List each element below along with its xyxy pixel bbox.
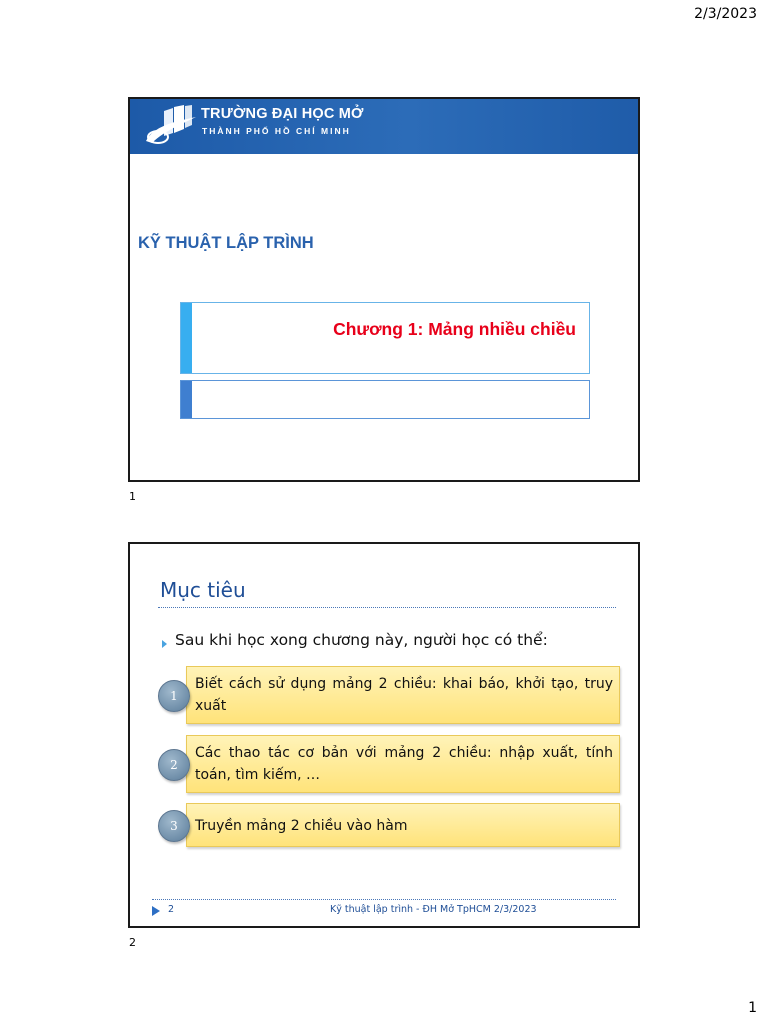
chapter-box-accent-bar bbox=[181, 303, 192, 373]
bullet-arrow-icon bbox=[162, 640, 167, 648]
chapter-title-box bbox=[180, 302, 590, 374]
slide-title: Mục tiêu bbox=[160, 578, 246, 602]
goal-text-1: Biết cách sử dụng mảng 2 chiều: khai báo, khởi tạo, truy xuất bbox=[195, 676, 613, 714]
footer-text: Kỹ thuật lập trình - ĐH Mở TpHCM 2/3/2023 bbox=[330, 904, 537, 915]
goal-box-2 bbox=[186, 735, 620, 793]
university-banner bbox=[130, 99, 638, 154]
footer-arrow-icon bbox=[152, 906, 160, 916]
slide-2 bbox=[128, 542, 640, 928]
page-date: 2/3/2023 bbox=[694, 6, 757, 22]
slide-1 bbox=[128, 97, 640, 482]
goal-box-1 bbox=[186, 666, 620, 724]
subtitle-box-accent-bar bbox=[181, 381, 192, 418]
subtitle-box bbox=[180, 380, 590, 419]
university-name: TRƯỜNG ĐẠI HỌC MỞ bbox=[201, 106, 364, 122]
goal-number-badge-2: 2 bbox=[158, 749, 190, 781]
chapter-title: Chương 1: Mảng nhiều chiều bbox=[333, 319, 576, 339]
goal-text-3: Truyền mảng 2 chiều vào hàm bbox=[195, 818, 408, 834]
goal-box-3 bbox=[186, 803, 620, 847]
footer-slide-number: 2 bbox=[168, 904, 175, 915]
goal-number-badge-1: 1 bbox=[158, 680, 190, 712]
intro-text: Sau khi học xong chương này, người học có thể: bbox=[175, 631, 548, 649]
university-city: THÀNH PHỐ HỒ CHÍ MINH bbox=[202, 126, 351, 136]
course-title: KỸ THUẬT LẬP TRÌNH bbox=[138, 234, 314, 252]
university-logo-icon bbox=[144, 103, 198, 149]
slide-1-number: 1 bbox=[129, 490, 136, 503]
page-number: 1 bbox=[748, 1000, 757, 1016]
goal-text-2: Các thao tác cơ bản với mảng 2 chiều: nhập xuất, tính toán, tìm kiếm, … bbox=[195, 745, 613, 783]
footer-divider bbox=[152, 899, 616, 900]
slide-2-number: 2 bbox=[129, 936, 136, 949]
goal-number-badge-3: 3 bbox=[158, 810, 190, 842]
title-divider bbox=[158, 607, 616, 608]
